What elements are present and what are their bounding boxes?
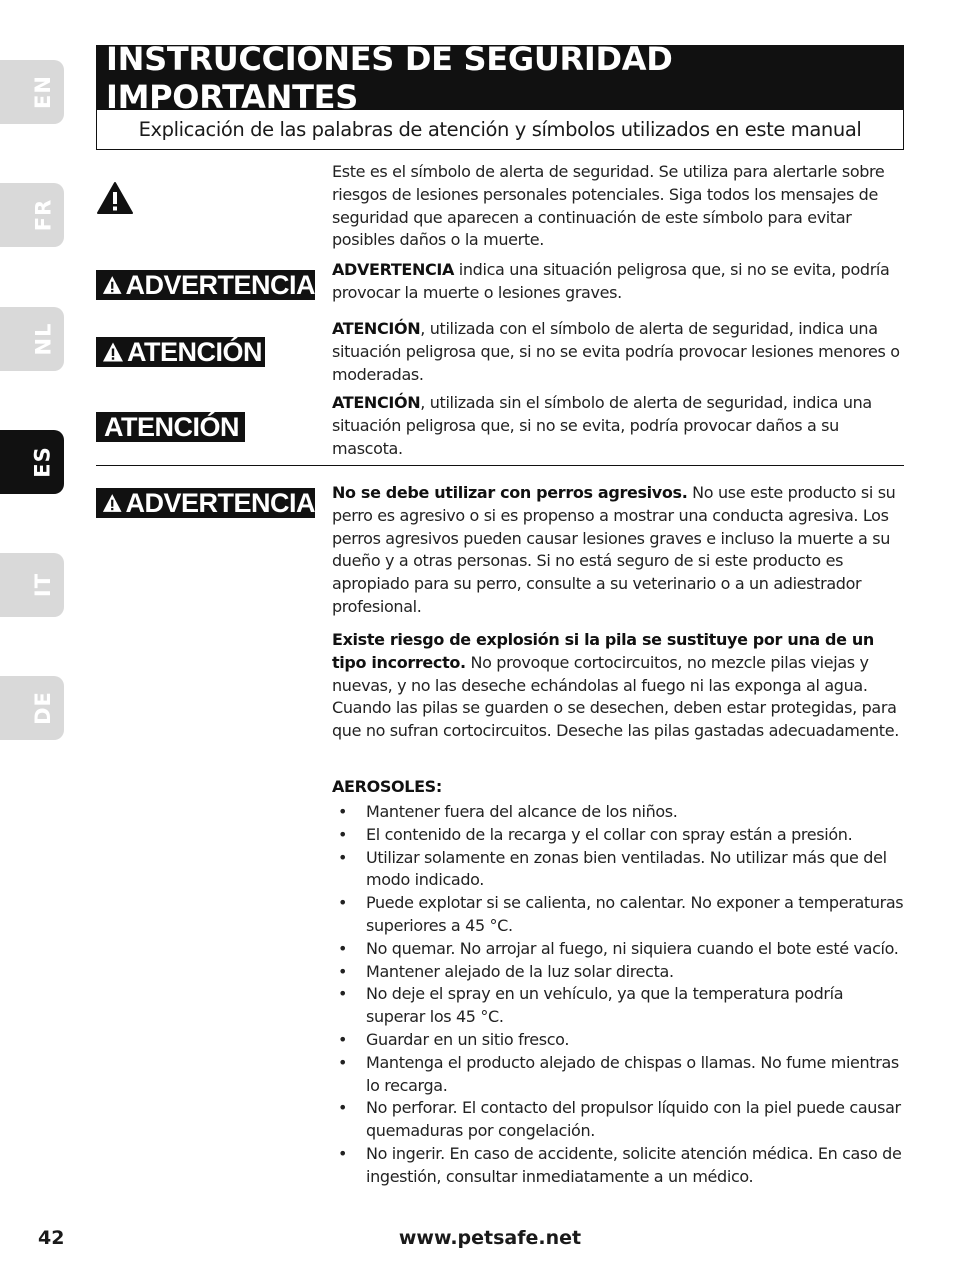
list-item [332, 1052, 906, 1098]
list-item-text: Utilizar solamente en zonas bien ventiladas. No utilizar más que del modo indicado. [366, 847, 887, 890]
paragraph-heading: Existe riesgo de explosión si la pila se sustituye por una de un tipo incorrecto. [332, 630, 874, 672]
warning-section-signal-label [96, 488, 315, 518]
lang-tab-label: ES [30, 446, 55, 478]
advertencia-description [332, 259, 906, 305]
warning-triangle-icon [102, 274, 122, 296]
list-item-text: No deje el spray en un vehículo, ya que la temperatura podría superar los 45 °C. [366, 984, 844, 1027]
bullet: • [338, 1143, 348, 1163]
list-item [332, 1097, 906, 1143]
list-item-text: Guardar en un sitio fresco. [366, 1029, 570, 1049]
lang-tab-fr[interactable] [0, 183, 64, 247]
paragraph-text: No use este producto si su perro es agresivo o si es propenso a mostrar una conducta agresiva. Los perros agresivos pueden causar lesiones graves e incluso la muerte a su dueño y a otras personas. Si no está seguro de si este producto es apropiado para su perro, consulte a su veterinario o a un adiestrador profesional. [332, 483, 896, 616]
list-item [332, 847, 906, 893]
lang-tab-label: FR [30, 198, 55, 232]
list-item [332, 1029, 906, 1052]
list-item-text: No ingerir. En caso de accidente, solicite atención médica. En caso de ingestión, consultar inmediatamente a un médico. [366, 1143, 902, 1186]
warning-triangle-icon [96, 181, 134, 215]
paragraph-heading: No se debe utilizar con perros agresivos. [332, 483, 688, 502]
aerosol-heading-text: AEROSOLES: [332, 777, 442, 796]
page-subtitle: Explicación de las palabras de atención y símbolos utilizados en este manual [96, 110, 904, 150]
lang-tab-it[interactable] [0, 553, 64, 617]
list-item [332, 1143, 906, 1189]
list-item-text: Mantenga el producto alejado de chispas o llamas. No fume mientras lo recarga. [366, 1052, 899, 1095]
page-title: INSTRUCCIONES DE SEGURIDAD IMPORTANTES [96, 45, 904, 110]
list-item [332, 938, 906, 961]
page-number: 42 [38, 1227, 65, 1249]
list-item-text: Puede explotar si se calienta, no calentar. No exponer a temperaturas superiores a 45 °C. [366, 893, 904, 935]
lang-tab-de[interactable] [0, 676, 64, 740]
aerosol-list [332, 801, 906, 1189]
lang-tab-label: NL [31, 322, 55, 356]
atencion-term: ATENCIÓN [332, 393, 421, 412]
bullet: • [338, 1029, 348, 1049]
lang-tab-label: EN [30, 75, 55, 109]
bullet: • [338, 802, 348, 821]
bullet: • [338, 1098, 348, 1118]
bullet: • [338, 893, 348, 913]
atencion-nosymbol-description [332, 392, 906, 460]
aerosol-heading [332, 776, 906, 799]
advertencia-signal-label [96, 270, 315, 300]
atencion-symbol-signal-label [96, 337, 265, 367]
lang-tab-en[interactable] [0, 60, 64, 124]
warning-triangle-icon [102, 341, 124, 363]
paragraph-text: No provoque cortocircuitos, no mezcle pilas viejas y nuevas, y no las deseche echándolas al fuego ni las exponga al agua. Cuando las pilas se guarden o se desechen, deben estar protegidas, para que no sufran cortocircuitos. Deseche las pilas gastadas adecuadamente. [332, 652, 899, 741]
bullet: • [338, 824, 348, 844]
advertencia-text: indica una situación peligrosa que, si no se evita, podría provocar la muerte o lesiones graves. [332, 260, 890, 302]
footer-url[interactable]: www.petsafe.net [398, 1227, 582, 1249]
bullet: • [338, 1052, 348, 1072]
aggressive-dogs-paragraph [332, 482, 906, 619]
atencion-term: ATENCIÓN [332, 319, 421, 338]
atencion-nosymbol-signal-label [96, 412, 245, 442]
list-item-text: El contenido de la recarga y el collar con spray están a presión. [366, 824, 853, 844]
bullet: • [338, 847, 348, 867]
list-item-text: Mantener fuera del alcance de los niños. [366, 802, 678, 821]
lang-tab-label: DE [31, 691, 55, 725]
list-item-text: Mantener alejado de la luz solar directa. [366, 961, 674, 981]
signal-label-text: ATENCIÓN [104, 411, 239, 442]
lang-tab-es[interactable] [0, 430, 64, 494]
bullet: • [338, 984, 348, 1004]
atencion-text: , utilizada con el símbolo de alerta de seguridad, indica una situación peligrosa que, si no se evita podría provocar lesiones menores o moderadas. [332, 319, 900, 384]
alert-symbol-description: Este es el símbolo de alerta de seguridad. Se utiliza para alertarle sobre riesgos de lesiones personales potenciales. Siga todos los mensajes de seguridad que aparecen a continuación de este símbolo para evitar posibles daños o la muerte. [332, 162, 885, 250]
bullet: • [338, 961, 348, 981]
atencion-symbol-description [332, 318, 906, 386]
bullet: • [338, 938, 348, 958]
battery-paragraph [332, 629, 906, 743]
section-divider [96, 465, 904, 466]
list-item [332, 961, 906, 984]
list-item [332, 892, 906, 938]
advertencia-term: ADVERTENCIA [332, 260, 455, 279]
list-item-text: No quemar. No arrojar al fuego, ni siquiera cuando el bote esté vacío. [366, 938, 899, 958]
signal-label-text: ADVERTENCIA [125, 269, 315, 300]
lang-tab-label: IT [30, 572, 55, 598]
list-item-text: No perforar. El contacto del propulsor líquido con la piel puede causar quemaduras por congelación. [366, 1098, 901, 1141]
list-item [332, 983, 906, 1029]
list-item [332, 801, 906, 824]
atencion-text: , utilizada sin el símbolo de alerta de seguridad, indica una situación peligrosa que, si no se evita, podría provocar daños a su mascota. [332, 393, 872, 458]
lang-tab-nl[interactable] [0, 307, 64, 371]
list-item [332, 824, 906, 847]
warning-triangle-icon [102, 492, 122, 514]
signal-label-text: ADVERTENCIA [125, 487, 315, 518]
signal-label-text: ATENCIÓN [127, 336, 262, 367]
